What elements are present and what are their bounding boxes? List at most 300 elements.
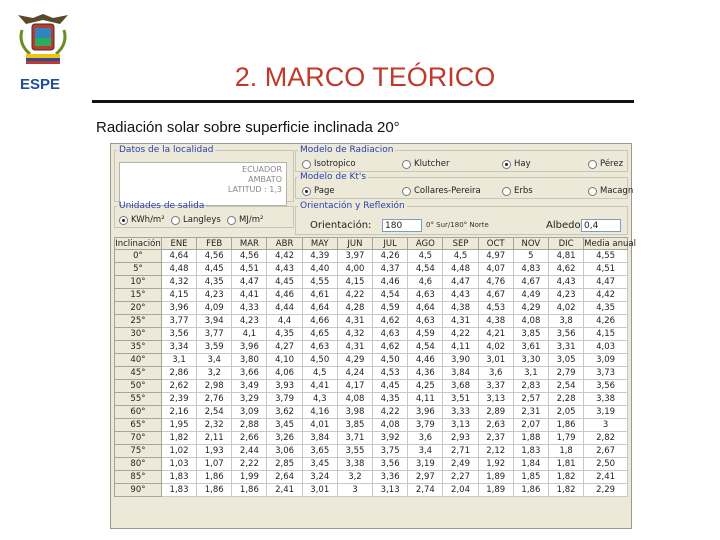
value-cell[interactable]: 4,53 xyxy=(373,367,408,380)
value-cell[interactable]: 4,50 xyxy=(373,354,408,367)
value-cell[interactable]: 1,89 xyxy=(478,484,513,497)
value-cell[interactable]: 3,65 xyxy=(302,445,337,458)
value-cell[interactable]: 2,57 xyxy=(513,393,548,406)
value-cell[interactable]: 3,92 xyxy=(373,432,408,445)
value-cell[interactable]: 2,63 xyxy=(478,419,513,432)
table-header-cell[interactable]: ABR xyxy=(267,238,302,250)
value-cell[interactable]: 4,03 xyxy=(584,341,628,354)
value-cell[interactable]: 3,6 xyxy=(478,367,513,380)
value-cell[interactable]: 4,47 xyxy=(584,276,628,289)
value-cell[interactable]: 4,29 xyxy=(513,302,548,315)
value-cell[interactable]: 4,22 xyxy=(373,406,408,419)
value-cell[interactable]: 4,5 xyxy=(408,250,443,263)
value-cell[interactable]: 3,79 xyxy=(267,393,302,406)
value-cell[interactable]: 4,51 xyxy=(584,263,628,276)
value-cell[interactable]: 3,4 xyxy=(408,445,443,458)
value-cell[interactable]: 4,3 xyxy=(302,393,337,406)
value-cell[interactable]: 4,56 xyxy=(197,250,232,263)
value-cell[interactable]: 4,31 xyxy=(443,315,478,328)
value-cell[interactable]: 3,94 xyxy=(197,315,232,328)
value-cell[interactable]: 3,13 xyxy=(373,484,408,497)
table-header-cell[interactable]: MAY xyxy=(302,238,337,250)
value-cell[interactable]: 3,38 xyxy=(584,393,628,406)
value-cell[interactable]: 1,82 xyxy=(548,484,583,497)
value-cell[interactable]: 4,02 xyxy=(478,341,513,354)
value-cell[interactable]: 4,08 xyxy=(373,419,408,432)
value-cell[interactable]: 4,67 xyxy=(478,289,513,302)
value-cell[interactable]: 4,48 xyxy=(161,263,196,276)
value-cell[interactable]: 3,01 xyxy=(302,484,337,497)
value-cell[interactable]: 4,53 xyxy=(478,302,513,315)
value-cell[interactable]: 2,22 xyxy=(232,458,267,471)
value-cell[interactable]: 4,54 xyxy=(408,263,443,276)
value-cell[interactable]: 1,84 xyxy=(513,458,548,471)
value-cell[interactable]: 2,27 xyxy=(443,471,478,484)
value-cell[interactable]: 4,46 xyxy=(408,354,443,367)
inclination-cell[interactable]: 90° xyxy=(115,484,162,497)
value-cell[interactable]: 4,45 xyxy=(373,380,408,393)
value-cell[interactable]: 3,8 xyxy=(548,315,583,328)
inclination-cell[interactable]: 60° xyxy=(115,406,162,419)
value-cell[interactable]: 3,96 xyxy=(161,302,196,315)
kt-option-erbs[interactable] xyxy=(502,186,533,196)
inclination-cell[interactable]: 85° xyxy=(115,471,162,484)
value-cell[interactable]: 4,10 xyxy=(267,354,302,367)
value-cell[interactable]: 1,95 xyxy=(161,419,196,432)
value-cell[interactable]: 1,86 xyxy=(513,484,548,497)
value-cell[interactable]: 4,64 xyxy=(408,302,443,315)
value-cell[interactable]: 4,54 xyxy=(373,289,408,302)
value-cell[interactable]: 2,67 xyxy=(584,445,628,458)
value-cell[interactable]: 4,62 xyxy=(548,263,583,276)
value-cell[interactable]: 2,12 xyxy=(478,445,513,458)
value-cell[interactable]: 4,63 xyxy=(302,341,337,354)
value-cell[interactable]: 3 xyxy=(337,484,372,497)
value-cell[interactable]: 2,16 xyxy=(161,406,196,419)
value-cell[interactable]: 2,88 xyxy=(232,419,267,432)
radiation-model-group xyxy=(295,145,628,172)
value-cell[interactable]: 4,46 xyxy=(373,276,408,289)
value-cell[interactable]: 3,96 xyxy=(408,406,443,419)
value-cell[interactable]: 4,61 xyxy=(302,289,337,302)
value-cell[interactable]: 2,82 xyxy=(584,432,628,445)
radiation-option-klutcher[interactable] xyxy=(402,159,449,169)
table-header-cell[interactable]: FEB xyxy=(197,238,232,250)
table-header-cell[interactable]: Media anual xyxy=(584,238,636,249)
value-cell[interactable]: 1,83 xyxy=(161,471,196,484)
value-cell[interactable]: 2,50 xyxy=(584,458,628,471)
value-cell[interactable]: 2,31 xyxy=(513,406,548,419)
value-cell[interactable]: 2,93 xyxy=(443,432,478,445)
unit-option-langleys[interactable] xyxy=(171,215,221,225)
table-header-cell[interactable]: JUL xyxy=(373,238,408,250)
value-cell[interactable]: 4,23 xyxy=(232,315,267,328)
value-cell[interactable]: 4,50 xyxy=(302,354,337,367)
value-cell[interactable]: 4,09 xyxy=(197,302,232,315)
value-cell[interactable]: 4,42 xyxy=(267,250,302,263)
value-cell[interactable]: 4,35 xyxy=(373,393,408,406)
unit-option-kwh[interactable] xyxy=(119,215,165,225)
value-cell[interactable]: 1,92 xyxy=(478,458,513,471)
table-header-cell[interactable]: JUN xyxy=(337,238,372,250)
value-cell[interactable]: 3 xyxy=(584,419,628,432)
value-cell[interactable]: 3,45 xyxy=(302,458,337,471)
value-cell[interactable]: 2,41 xyxy=(584,471,628,484)
value-cell[interactable]: 4,47 xyxy=(443,276,478,289)
value-cell[interactable]: 3,6 xyxy=(408,432,443,445)
value-cell[interactable]: 4,26 xyxy=(373,250,408,263)
value-cell[interactable]: 4,25 xyxy=(408,380,443,393)
value-cell[interactable]: 3,31 xyxy=(548,341,583,354)
value-cell[interactable]: 3,59 xyxy=(197,341,232,354)
value-cell[interactable]: 4,07 xyxy=(478,263,513,276)
inclination-cell[interactable]: 50° xyxy=(115,380,162,393)
value-cell[interactable]: 1,86 xyxy=(232,484,267,497)
value-cell[interactable]: 3,62 xyxy=(267,406,302,419)
value-cell[interactable]: 1,82 xyxy=(161,432,196,445)
value-cell[interactable]: 2,07 xyxy=(513,419,548,432)
value-cell[interactable]: 4,27 xyxy=(267,341,302,354)
value-cell[interactable]: 4,59 xyxy=(408,328,443,341)
value-cell[interactable]: 3,61 xyxy=(513,341,548,354)
value-cell[interactable]: 4,59 xyxy=(373,302,408,315)
value-cell[interactable]: 4,37 xyxy=(373,263,408,276)
value-cell[interactable]: 4,1 xyxy=(232,328,267,341)
value-cell[interactable]: 3,09 xyxy=(584,354,628,367)
value-cell[interactable]: 3,73 xyxy=(584,367,628,380)
value-cell[interactable]: 4,81 xyxy=(548,250,583,263)
value-cell[interactable]: 1,79 xyxy=(548,432,583,445)
value-cell[interactable]: 3,97 xyxy=(337,250,372,263)
value-cell[interactable]: 2,86 xyxy=(161,367,196,380)
inclination-cell[interactable]: 15° xyxy=(115,289,162,302)
value-cell[interactable]: 3,85 xyxy=(513,328,548,341)
inclination-cell[interactable]: 75° xyxy=(115,445,162,458)
inclination-cell[interactable]: 40° xyxy=(115,354,162,367)
radiation-option-isotropico[interactable] xyxy=(302,159,356,169)
value-cell[interactable]: 4,22 xyxy=(443,328,478,341)
inclination-cell[interactable]: 20° xyxy=(115,302,162,315)
value-cell[interactable]: 2,28 xyxy=(548,393,583,406)
orientation-group xyxy=(295,201,628,235)
value-cell[interactable]: 4,5 xyxy=(302,367,337,380)
value-cell[interactable]: 4,35 xyxy=(197,276,232,289)
value-cell[interactable]: 4,11 xyxy=(408,393,443,406)
inclination-cell[interactable]: 30° xyxy=(115,328,162,341)
value-cell[interactable]: 3,33 xyxy=(443,406,478,419)
value-cell[interactable]: 5 xyxy=(513,250,548,263)
value-cell[interactable]: 2,04 xyxy=(443,484,478,497)
inclination-cell[interactable]: 65° xyxy=(115,419,162,432)
location-text-box[interactable] xyxy=(119,162,287,206)
value-cell[interactable]: 1,86 xyxy=(548,419,583,432)
value-cell[interactable]: 4,66 xyxy=(302,315,337,328)
value-cell[interactable]: 2,05 xyxy=(548,406,583,419)
value-cell[interactable]: 4,56 xyxy=(232,250,267,263)
value-cell[interactable]: 3,37 xyxy=(478,380,513,393)
value-cell[interactable]: 4,65 xyxy=(302,328,337,341)
value-cell[interactable]: 3,49 xyxy=(232,380,267,393)
value-cell[interactable]: 4,55 xyxy=(302,276,337,289)
value-cell[interactable]: 3,96 xyxy=(232,341,267,354)
value-cell[interactable]: 3,80 xyxy=(232,354,267,367)
value-cell[interactable]: 4,06 xyxy=(267,367,302,380)
value-cell[interactable]: 2,49 xyxy=(443,458,478,471)
value-cell[interactable]: 2,85 xyxy=(267,458,302,471)
value-cell[interactable]: 3,93 xyxy=(267,380,302,393)
value-cell[interactable]: 4,01 xyxy=(302,419,337,432)
value-cell[interactable]: 2,79 xyxy=(548,367,583,380)
value-cell[interactable]: 4,08 xyxy=(513,315,548,328)
value-cell[interactable]: 4,22 xyxy=(337,289,372,302)
value-cell[interactable]: 4,15 xyxy=(337,276,372,289)
value-cell[interactable]: 4,97 xyxy=(478,250,513,263)
value-cell[interactable]: 4,63 xyxy=(408,289,443,302)
inclination-cell[interactable]: 5° xyxy=(115,263,162,276)
value-cell[interactable]: 3,34 xyxy=(161,341,196,354)
value-cell[interactable]: 4,38 xyxy=(443,302,478,315)
table-header-cell[interactable]: DIC xyxy=(548,238,583,250)
value-cell[interactable]: 4,48 xyxy=(443,263,478,276)
value-cell[interactable]: 4,16 xyxy=(302,406,337,419)
inclination-cell[interactable]: 55° xyxy=(115,393,162,406)
value-cell[interactable]: 4,08 xyxy=(337,393,372,406)
value-cell[interactable]: 4,23 xyxy=(197,289,232,302)
value-cell[interactable]: 2,44 xyxy=(232,445,267,458)
value-cell[interactable]: 3,66 xyxy=(232,367,267,380)
value-cell[interactable]: 3,1 xyxy=(161,354,196,367)
value-cell[interactable]: 4,35 xyxy=(267,328,302,341)
value-cell[interactable]: 4,5 xyxy=(443,250,478,263)
value-cell[interactable]: 4,21 xyxy=(478,328,513,341)
value-cell[interactable]: 4,43 xyxy=(267,263,302,276)
kt-option-macagn[interactable] xyxy=(588,186,633,196)
value-cell[interactable]: 4,62 xyxy=(373,315,408,328)
value-cell[interactable]: 3,26 xyxy=(267,432,302,445)
value-cell[interactable]: 4,24 xyxy=(337,367,372,380)
value-cell[interactable]: 3,2 xyxy=(197,367,232,380)
value-cell[interactable]: 4,28 xyxy=(337,302,372,315)
value-cell[interactable]: 2,41 xyxy=(267,484,302,497)
value-cell[interactable]: 4,11 xyxy=(443,341,478,354)
table-header-cell[interactable]: AGO xyxy=(408,238,443,250)
value-cell[interactable]: 3,13 xyxy=(478,393,513,406)
inclination-cell[interactable]: 0° xyxy=(115,250,162,263)
value-cell[interactable]: 3,56 xyxy=(161,328,196,341)
value-cell[interactable]: 3,84 xyxy=(302,432,337,445)
value-cell[interactable]: 2,39 xyxy=(161,393,196,406)
value-cell[interactable]: 4,32 xyxy=(337,328,372,341)
value-cell[interactable]: 1,85 xyxy=(513,471,548,484)
value-cell[interactable]: 4,43 xyxy=(548,276,583,289)
value-cell[interactable]: 3,79 xyxy=(408,419,443,432)
value-cell[interactable]: 4,41 xyxy=(232,289,267,302)
table-header-cell[interactable]: MAR xyxy=(232,238,267,250)
value-cell[interactable]: 3,71 xyxy=(337,432,372,445)
value-cell[interactable]: 4,67 xyxy=(513,276,548,289)
value-cell[interactable]: 4,64 xyxy=(302,302,337,315)
value-cell[interactable]: 3,13 xyxy=(443,419,478,432)
value-cell[interactable]: 2,64 xyxy=(267,471,302,484)
value-cell[interactable]: 4,45 xyxy=(197,263,232,276)
value-cell[interactable]: 4,6 xyxy=(408,276,443,289)
value-cell[interactable]: 4,46 xyxy=(267,289,302,302)
value-cell[interactable]: 4,55 xyxy=(584,250,628,263)
value-cell[interactable]: 3,05 xyxy=(548,354,583,367)
value-cell[interactable]: 3,2 xyxy=(337,471,372,484)
inclination-cell[interactable]: 45° xyxy=(115,367,162,380)
value-cell[interactable]: 2,98 xyxy=(197,380,232,393)
value-cell[interactable]: 2,76 xyxy=(197,393,232,406)
value-cell[interactable]: 1,07 xyxy=(197,458,232,471)
value-cell[interactable]: 2,32 xyxy=(197,419,232,432)
value-cell[interactable]: 1,83 xyxy=(513,445,548,458)
value-cell[interactable]: 3,56 xyxy=(548,328,583,341)
table-row xyxy=(115,276,628,289)
value-cell[interactable]: 2,83 xyxy=(513,380,548,393)
value-cell[interactable]: 3,09 xyxy=(232,406,267,419)
value-cell[interactable]: 4,40 xyxy=(302,263,337,276)
inclination-cell[interactable]: 25° xyxy=(115,315,162,328)
value-cell[interactable]: 1,82 xyxy=(548,471,583,484)
value-cell[interactable]: 4,15 xyxy=(161,289,196,302)
value-cell[interactable]: 1,83 xyxy=(161,484,196,497)
value-cell[interactable]: 4,49 xyxy=(513,289,548,302)
value-cell[interactable]: 4,63 xyxy=(408,315,443,328)
value-cell[interactable]: 2,89 xyxy=(478,406,513,419)
value-cell[interactable]: 2,66 xyxy=(232,432,267,445)
value-cell[interactable]: 1,81 xyxy=(548,458,583,471)
value-cell[interactable]: 2,37 xyxy=(478,432,513,445)
value-cell[interactable]: 1,8 xyxy=(548,445,583,458)
value-cell[interactable]: 2,62 xyxy=(161,380,196,393)
value-cell[interactable]: 4,76 xyxy=(478,276,513,289)
value-cell[interactable]: 4,33 xyxy=(232,302,267,315)
value-cell[interactable]: 3,51 xyxy=(443,393,478,406)
value-cell[interactable]: 2,74 xyxy=(408,484,443,497)
value-cell[interactable]: 4,42 xyxy=(584,289,628,302)
radiation-option-hay[interactable] xyxy=(502,159,531,169)
value-cell[interactable]: 4,15 xyxy=(584,328,628,341)
value-cell[interactable]: 1,86 xyxy=(197,484,232,497)
value-cell[interactable]: 4,51 xyxy=(232,263,267,276)
value-cell[interactable]: 4,29 xyxy=(337,354,372,367)
value-cell[interactable]: 2,54 xyxy=(548,380,583,393)
inclination-cell[interactable]: 10° xyxy=(115,276,162,289)
kt-option-page[interactable] xyxy=(302,186,335,196)
radiation-option-perez[interactable] xyxy=(588,159,623,169)
value-cell[interactable]: 4,00 xyxy=(337,263,372,276)
slide-title: 2. MARCO TEÓRICO xyxy=(234,62,496,92)
inclination-cell[interactable]: 80° xyxy=(115,458,162,471)
value-cell[interactable]: 3,4 xyxy=(197,354,232,367)
value-cell[interactable]: 3,85 xyxy=(337,419,372,432)
orientation-input[interactable]: 180 xyxy=(382,219,422,232)
value-cell[interactable]: 1,93 xyxy=(197,445,232,458)
value-cell[interactable]: 4,35 xyxy=(584,302,628,315)
value-cell[interactable]: 4,39 xyxy=(302,250,337,263)
value-cell[interactable]: 4,54 xyxy=(408,341,443,354)
logo-text: ESPE xyxy=(20,76,61,93)
value-cell[interactable]: 4,45 xyxy=(267,276,302,289)
value-cell[interactable]: 4,36 xyxy=(408,367,443,380)
value-cell[interactable]: 3,84 xyxy=(443,367,478,380)
value-cell[interactable]: 3,90 xyxy=(443,354,478,367)
value-cell[interactable]: 4,41 xyxy=(302,380,337,393)
value-cell[interactable]: 2,11 xyxy=(197,432,232,445)
value-cell[interactable]: 1,89 xyxy=(478,471,513,484)
value-cell[interactable]: 1,03 xyxy=(161,458,196,471)
inclination-cell[interactable]: 70° xyxy=(115,432,162,445)
value-cell[interactable]: 3,45 xyxy=(267,419,302,432)
value-cell[interactable]: 4,47 xyxy=(232,276,267,289)
value-cell[interactable]: 3,24 xyxy=(302,471,337,484)
value-cell[interactable]: 3,98 xyxy=(337,406,372,419)
value-cell[interactable]: 3,29 xyxy=(232,393,267,406)
value-cell[interactable]: 3,56 xyxy=(584,380,628,393)
value-cell[interactable]: 3,77 xyxy=(197,328,232,341)
value-cell[interactable]: 3,36 xyxy=(373,471,408,484)
kt-option-collares-pereira[interactable] xyxy=(402,186,481,196)
unit-option-mj[interactable] xyxy=(227,215,263,225)
value-cell[interactable]: 3,30 xyxy=(513,354,548,367)
value-cell[interactable]: 3,01 xyxy=(478,354,513,367)
value-cell[interactable]: 4,17 xyxy=(337,380,372,393)
value-cell[interactable]: 3,68 xyxy=(443,380,478,393)
value-cell[interactable]: 4,32 xyxy=(161,276,196,289)
value-cell[interactable]: 4,44 xyxy=(267,302,302,315)
value-cell[interactable]: 2,54 xyxy=(197,406,232,419)
value-cell[interactable]: 2,97 xyxy=(408,471,443,484)
value-cell[interactable]: 3,56 xyxy=(373,458,408,471)
value-cell[interactable]: 2,71 xyxy=(443,445,478,458)
value-cell[interactable]: 3,75 xyxy=(373,445,408,458)
value-cell[interactable]: 1,86 xyxy=(197,471,232,484)
value-cell[interactable]: 4,02 xyxy=(548,302,583,315)
value-cell[interactable]: 2,29 xyxy=(584,484,628,497)
value-cell[interactable]: 4,26 xyxy=(584,315,628,328)
value-cell[interactable]: 4,4 xyxy=(267,315,302,328)
table-header-cell[interactable]: Inclinación xyxy=(115,238,161,249)
inclination-cell[interactable]: 35° xyxy=(115,341,162,354)
value-cell[interactable]: 4,23 xyxy=(548,289,583,302)
value-cell[interactable]: 1,02 xyxy=(161,445,196,458)
table-header-cell[interactable]: ENE xyxy=(161,238,196,250)
value-cell[interactable]: 4,83 xyxy=(513,263,548,276)
value-cell[interactable]: 3,55 xyxy=(337,445,372,458)
value-cell[interactable]: 4,63 xyxy=(373,328,408,341)
value-cell[interactable]: 3,19 xyxy=(408,458,443,471)
albedo-input[interactable]: 0,4 xyxy=(581,219,621,232)
table-header-cell[interactable]: NOV xyxy=(513,238,548,250)
value-cell[interactable]: 4,31 xyxy=(337,315,372,328)
table-row xyxy=(115,367,628,380)
value-cell[interactable]: 1,88 xyxy=(513,432,548,445)
value-cell[interactable]: 4,43 xyxy=(443,289,478,302)
value-cell[interactable]: 3,77 xyxy=(161,315,196,328)
table-header-cell[interactable]: OCT xyxy=(478,238,513,250)
value-cell[interactable]: 4,64 xyxy=(161,250,196,263)
value-cell[interactable]: 4,31 xyxy=(337,341,372,354)
value-cell[interactable]: 4,62 xyxy=(373,341,408,354)
value-cell[interactable]: 3,19 xyxy=(584,406,628,419)
value-cell[interactable]: 1,99 xyxy=(232,471,267,484)
value-cell[interactable]: 4,38 xyxy=(478,315,513,328)
table-header-cell[interactable]: SEP xyxy=(443,238,478,250)
value-cell[interactable]: 3,38 xyxy=(337,458,372,471)
value-cell[interactable]: 3,1 xyxy=(513,367,548,380)
value-cell[interactable]: 3,06 xyxy=(267,445,302,458)
